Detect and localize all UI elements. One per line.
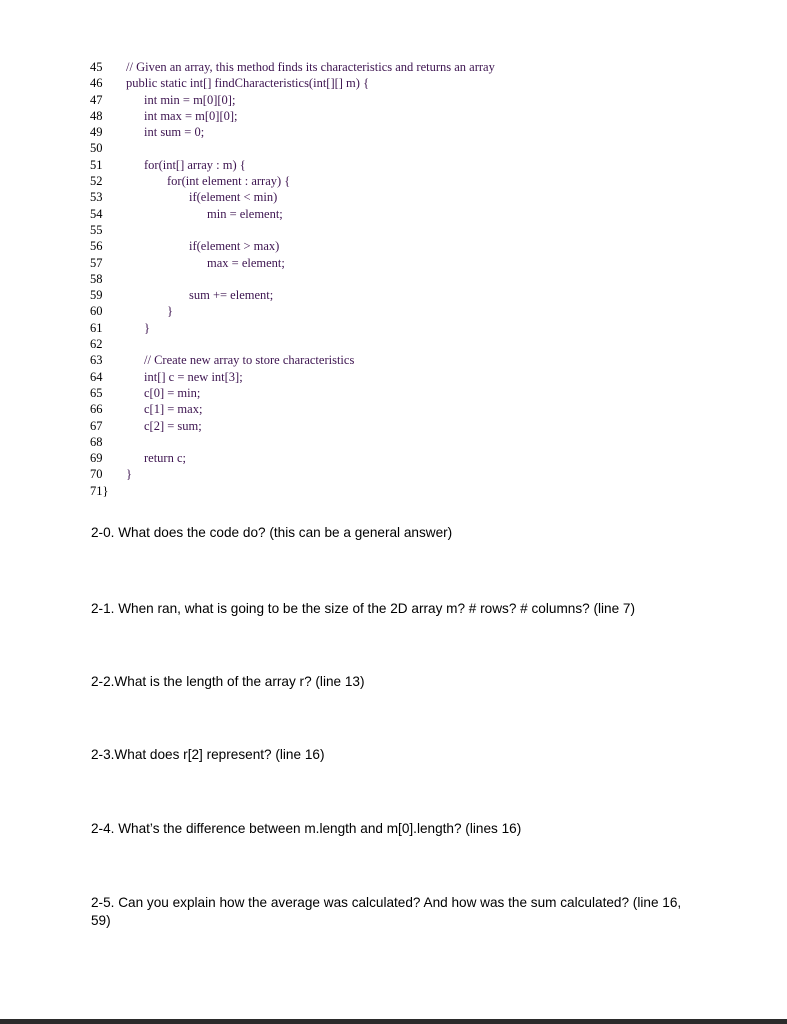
line-number: 50 xyxy=(90,141,103,156)
code-text: int sum = 0; xyxy=(144,125,205,140)
code-line xyxy=(0,401,787,417)
code-line xyxy=(0,336,787,352)
question-2-1: 2-1. When ran, what is going to be the size of the 2D array m? # rows? # columns? (line 7) xyxy=(91,601,636,616)
code-line xyxy=(0,271,787,287)
question-2-3: 2-3.What does r[2] represent? (line 16) xyxy=(91,747,325,762)
line-number: 60 xyxy=(90,304,103,319)
code-text: min = element; xyxy=(207,206,283,221)
line-number: 55 xyxy=(90,222,103,237)
code-line xyxy=(0,222,787,238)
code-text: return c; xyxy=(144,451,186,466)
line-number: 70 xyxy=(90,467,103,482)
code-line xyxy=(0,59,787,75)
line-number: 67 xyxy=(90,418,103,433)
line-number: 51 xyxy=(90,157,103,172)
code-line xyxy=(0,450,787,466)
line-number: 66 xyxy=(90,402,103,417)
line-number: 49 xyxy=(90,125,103,140)
line-number: 48 xyxy=(90,108,103,123)
line-number: 58 xyxy=(90,271,103,286)
code-line xyxy=(0,206,787,222)
line-number: 63 xyxy=(90,353,103,368)
code-text: c[2] = sum; xyxy=(144,418,202,433)
line-number: 69 xyxy=(90,451,103,466)
page-bottom-border xyxy=(0,1019,787,1024)
code-line xyxy=(0,434,787,450)
code-text: if(element < min) xyxy=(189,190,278,205)
line-number: 71} xyxy=(90,483,109,498)
code-line xyxy=(0,124,787,140)
line-number: 59 xyxy=(90,288,103,303)
code-line xyxy=(0,140,787,156)
code-text: for(int[] array : m) { xyxy=(144,157,246,172)
code-line xyxy=(0,352,787,368)
question-2-4: 2-4. What’s the difference between m.length and m[0].length? (lines 16) xyxy=(91,821,522,836)
code-text: c[0] = min; xyxy=(144,385,201,400)
code-text: c[1] = max; xyxy=(144,402,203,417)
code-text: // Given an array, this method finds its characteristics and returns an array xyxy=(126,60,495,74)
code-line xyxy=(0,173,787,189)
code-line xyxy=(0,255,787,271)
line-number: 46 xyxy=(90,76,103,91)
question-2-5: 2-5. Can you explain how the average was calculated? And how was the sum calculated? (line 16, 59) xyxy=(91,895,682,928)
code-text: if(element > max) xyxy=(189,239,280,254)
code-text: // Create new array to store characteristics xyxy=(144,353,355,368)
code-line xyxy=(0,92,787,108)
code-text: } xyxy=(144,320,150,335)
code-line xyxy=(0,287,787,303)
code-line xyxy=(0,75,787,91)
line-number: 47 xyxy=(90,92,103,107)
line-number: 62 xyxy=(90,337,103,352)
code-line xyxy=(0,466,787,482)
line-number: 61 xyxy=(90,320,103,335)
code-text: int max = m[0][0]; xyxy=(144,108,238,123)
code-text: } xyxy=(126,467,132,482)
line-number: 65 xyxy=(90,385,103,400)
line-number: 64 xyxy=(90,369,103,384)
code-line xyxy=(0,369,787,385)
line-number: 56 xyxy=(90,239,103,254)
line-number: 54 xyxy=(90,206,103,221)
line-number: 68 xyxy=(90,434,103,449)
code-text: sum += element; xyxy=(189,288,274,303)
line-number: 45 xyxy=(90,60,103,74)
code-text: int[] c = new int[3]; xyxy=(144,369,243,384)
code-line xyxy=(0,108,787,124)
code-listing xyxy=(0,59,787,499)
question-2-2: 2-2.What is the length of the array r? (line 13) xyxy=(91,674,365,689)
code-line xyxy=(0,157,787,173)
line-number: 52 xyxy=(90,174,103,189)
code-text: } xyxy=(167,304,173,319)
code-line xyxy=(0,418,787,434)
code-text: int min = m[0][0]; xyxy=(144,92,236,107)
code-line xyxy=(0,483,787,499)
question-2-0: 2-0. What does the code do? (this can be a general answer) xyxy=(91,525,453,540)
code-text: max = element; xyxy=(207,255,285,270)
code-text: public static int[] findCharacteristics(int[][] m) { xyxy=(126,76,370,91)
code-line xyxy=(0,320,787,336)
code-line xyxy=(0,385,787,401)
code-line xyxy=(0,303,787,319)
code-line xyxy=(0,189,787,205)
code-text: for(int element : array) { xyxy=(167,174,291,189)
line-number: 57 xyxy=(90,255,103,270)
code-line xyxy=(0,238,787,254)
line-number: 53 xyxy=(90,190,103,205)
